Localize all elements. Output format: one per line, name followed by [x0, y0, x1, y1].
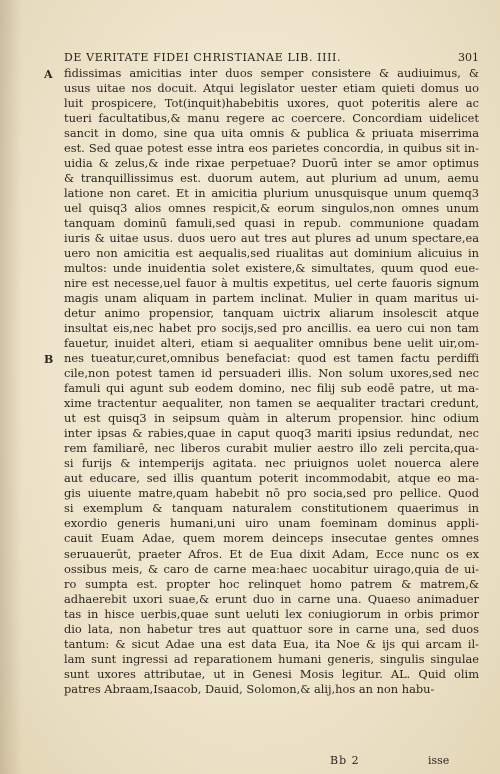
- text-line: ossibus meis, & caro de carne mea:haec uocabitur uirago,quia de ui-: [64, 561, 479, 576]
- text-line: luit prospicere, Tot(inquit)habebitis uxores, quot poteritis alere ac: [64, 96, 479, 111]
- folio-number: 301: [458, 51, 479, 64]
- section-marker-a: A: [44, 68, 53, 81]
- text-line: tueri facultatibus,& manu regere ac coercere. Concordiam uidelicet: [64, 111, 479, 126]
- text-line: gis uiuente matre,quam habebit nō pro socia,sed pro pellice. Quod: [64, 486, 479, 501]
- text-line: magis unam aliquam in partem inclinat. Mulier in quam maritus ui-: [64, 291, 479, 306]
- text-line: tanquam dominū famuli,sed quasi in repub. communione quadam: [64, 216, 479, 231]
- text-line: nes tueatur,curet,omnibus benefaciat: quod est tamen factu perdiffi: [64, 351, 479, 366]
- text-line: fauetur, inuidet alteri, etiam si aequaliter omnibus bene uelit uir,om-: [64, 336, 479, 351]
- text-line: tantum: & sicut Adae una est data Eua, ita Noe & ijs qui arcam il-: [64, 636, 479, 651]
- text-line: uero non amicitia est aequalis,sed riualitas aut dominium alicuius in: [64, 246, 479, 261]
- text-line: inter ipsas & rabies,quae in caput quoq3 mariti ipsius redundat, nec: [64, 426, 479, 441]
- text-line: usus uitae nos docuit. Atqui legislator uester etiam quieti domus uo: [64, 81, 479, 96]
- text-line: rem familiarē, nec liberos curabit mulier aestro illo zeli percita,qua-: [64, 441, 479, 456]
- text-line: ut est quisq3 in seipsum quàm in alterum propensior. hinc odium: [64, 411, 479, 426]
- section-marker-b: B: [44, 353, 54, 366]
- text-line: multos: unde inuidentia solet existere,& simultates, quum quod eue-: [64, 261, 479, 276]
- running-title: DE VERITATE FIDEI CHRISTIANAE LIB. IIII.: [64, 51, 342, 64]
- text-line: famuli qui agunt sub eodem domino, nec filij sub eodē patre, ut ma-: [64, 381, 479, 396]
- text-line: aut educare, sed illis quantum poterit incommodabit, atque eo ma-: [64, 471, 479, 486]
- text-line: ro sumpta est. propter hoc relinquet homo patrem & matrem,&: [64, 576, 479, 591]
- text-line: lam sunt ingressi ad reparationem humani generis, singulis singulae: [64, 651, 479, 666]
- text-line: insultat eis,nec habet pro socijs,sed pro ancillis. ea uero cui non tam: [64, 321, 479, 336]
- running-header: [64, 51, 479, 64]
- text-line: tas in hisce uerbis,quae sunt ueluti lex coniugiorum in orbis primor: [64, 606, 479, 621]
- text-line: cile,non potest tamen id persuaderi illis. Non solum uxores,sed nec: [64, 366, 479, 381]
- text-line: cauit Euam Adae, quem morem deinceps insecutae gentes omnes: [64, 531, 479, 546]
- text-body: [64, 66, 479, 697]
- text-line: patres Abraam,Isaacob, Dauid, Solomon,& alij,hos an non habu-: [64, 681, 435, 696]
- text-line: si furijs & intemperijs agitata. nec priuignos uolet nouerca alere: [64, 456, 479, 471]
- text-line: iuris & uitae usus. duos uero aut tres aut plures ad unum spectare,ea: [64, 231, 479, 246]
- text-line: exordio generis humani,uni uiro unam foeminam dominus appli-: [64, 516, 479, 531]
- text-line: uel quisq3 alios omnes respicit,& eorum singulos,non omnes unum: [64, 201, 479, 216]
- text-line: detur animo propensior, tanquam uictrix aliarum insolescit atque: [64, 306, 479, 321]
- text-line: est. Sed quae potest esse intra eos parietes concordia, in quibus sit in-: [64, 141, 479, 156]
- text-line: si exemplum & tanquam naturalem constitutionem quaerimus in: [64, 501, 479, 516]
- text-line: sancit in domo, sine qua uita omnis & publica & priuata miserrima: [64, 126, 479, 141]
- text-line: uidia & zelus,& inde rixae perpetuae? Duorū inter se amor optimus: [64, 156, 479, 171]
- text-line: dio lata, non habetur tres aut quattuor sore in carne una, sed duos: [64, 621, 479, 636]
- text-line: latione non caret. Et in amicitia plurium unusquisque unum quemq3: [64, 186, 479, 201]
- text-line: xime tractentur aequaliter, non tamen se aequaliter tractari credunt,: [64, 396, 479, 411]
- text-line: & tranquillissimus est. duorum autem, aut plurium ad unum, aemu: [64, 171, 479, 186]
- text-line: sunt uxores attributae, ut in Genesi Mosis legitur. AL. Quid olim: [64, 666, 479, 681]
- catchword: isse: [428, 754, 450, 767]
- text-line: nire est necesse,uel fauor à multis expetitus, uel certe fauoris signum: [64, 276, 479, 291]
- text-line: adhaerebit uxori suae,& erunt duo in carne una. Quaeso animaduer: [64, 591, 479, 606]
- text-line: seruauerūt, praeter Afros. Et de Eua dixit Adam, Ecce nunc os ex: [64, 546, 479, 561]
- signature-mark: Bb 2: [330, 754, 360, 767]
- text-line: fidissimas amicitias inter duos semper consistere & audiuimus, &: [64, 66, 479, 80]
